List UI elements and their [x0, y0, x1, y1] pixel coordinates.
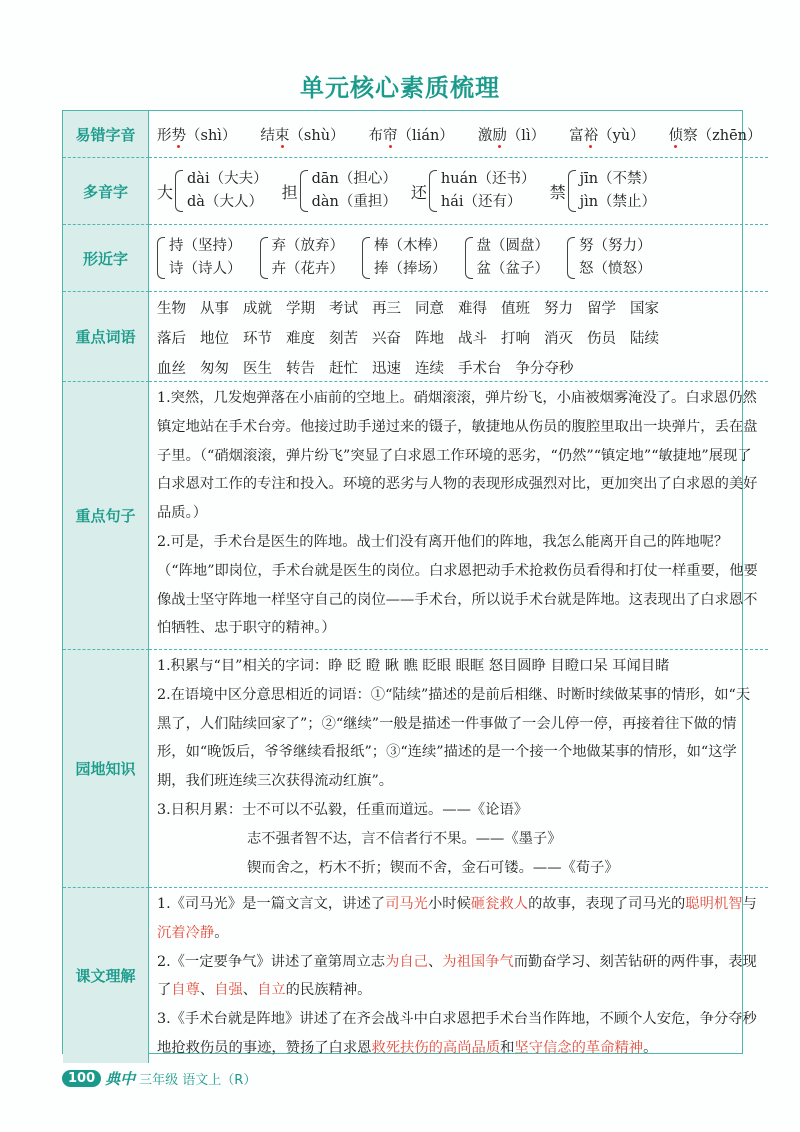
word-line: 生物 从事 成就 学期 考试 再三 同意 难得 值班 努力 留学 国家	[157, 301, 659, 317]
key-sentence-1: 1.突然，几发炮弹落在小庙前的空地上。硝烟滚滚，弹片纷飞，小庙被烟雾淹没了。白求恩仍然镇定地站在手术台旁。他接过助手递过来的镊子，敏捷地从伤员的腹腔里取出一块弹片，丢在盘子里。（“硝烟滚滚，弹片纷飞”突显了白求恩工作环境的恶劣，“仍然”“镇定地”“敏捷地”展现了白求恩对工作的专注和投入。环境的恶劣与人物的表现形成强烈对比，更加突出了白求恩的美好品质。）	[157, 390, 758, 522]
yicuo-item: 结束（shù）	[260, 127, 345, 144]
brace-icon	[362, 237, 370, 279]
brand-logo: 典中	[105, 1070, 136, 1088]
duoyin-group: 担 dān（担心） dàn（重担）	[281, 170, 397, 210]
brace-icon	[300, 170, 308, 212]
brace-icon	[429, 170, 437, 212]
duoyin-cell	[149, 158, 768, 225]
juzi-cell	[149, 382, 768, 650]
xingjin-group: 棒（木棒） 捧（捧场）	[362, 237, 447, 279]
key-sentence-2: 2.可是，手术台是医生的阵地。战士们没有离开他们的阵地，我怎么能离开自己的阵地呢？（“阵地”即岗位，手术台就是医生的岗位。白求恩把动手术抢救伤员看得和打仗一样重要，他要像战士坚守阵地一样坚守自己的岗位——手术台，所以说手术台就是阵地。这表现出了白求恩不怕牺牲、忠于职守的精神。）	[157, 533, 758, 637]
yuandi-item-1: 1.积累与“目”相关的字词：睁 眨 瞪 瞅 瞧 眨眼 眼眶 怒目圆睁 目瞪口呆 耳闻目睹	[157, 658, 670, 674]
yicuo-item: 形势（shì）	[157, 127, 237, 144]
brace-icon	[175, 170, 183, 212]
duoyin-group: 禁 jīn（不禁） jìn（禁止）	[549, 170, 657, 210]
page-title: 单元核心素质梳理	[300, 74, 500, 102]
label-juzi: 重点句子	[63, 382, 149, 650]
yicuo-cell	[149, 111, 768, 158]
kewen-item-2: 2.《一定要争气》讲述了童第周立志为自己、为祖国争气而勤奋学习、刻苦钻研的两件事，表现了自尊、自强、自立的民族精神。	[157, 953, 757, 999]
page-number: 100	[62, 1070, 101, 1087]
cihui-cell	[149, 292, 768, 382]
label-duoyin: 多音字	[63, 158, 149, 225]
label-cihui: 重点词语	[63, 292, 149, 382]
page-footer	[62, 1068, 256, 1089]
yuandi-quote-3: 锲而舍之，朽木不折；锲而不舍，金石可镂。——《荀子》	[247, 859, 619, 876]
yuandi-cell	[149, 650, 768, 888]
brace-icon	[567, 237, 575, 279]
kewen-cell	[149, 888, 768, 1063]
summary-table	[62, 110, 762, 1056]
brace-icon	[465, 237, 473, 279]
xingjin-group: 努（努力） 怒（愤怒）	[567, 237, 652, 279]
label-xingjin: 形近字	[63, 225, 149, 292]
yicuo-item: 富裕（yù）	[569, 127, 645, 144]
brace-icon	[157, 237, 165, 279]
brace-icon	[260, 237, 268, 279]
brace-icon	[568, 170, 576, 212]
label-yicuo: 易错字音	[63, 111, 149, 158]
yuandi-item-3: 3.日积月累：士不可以不弘毅，任重而道远。——《论语》	[157, 801, 529, 818]
word-line: 落后 地位 环节 难度 刻苦 兴奋 阵地 战斗 打响 消灭 伤员 陆续	[157, 331, 659, 347]
word-line: 血丝 匆匆 医生 转告 赶忙 迅速 连续 手术台 争分夺秒	[157, 361, 574, 377]
label-kewen: 课文理解	[63, 888, 149, 1063]
yicuo-item: 侦察（zhēn）	[668, 127, 762, 144]
kewen-item-1: 1.《司马光》是一篇文言文，讲述了司马光小时候砸瓮救人的故事，表现了司马光的聪明机智与沉着冷静。	[157, 896, 757, 941]
yicuo-item: 布帘（lián）	[368, 127, 454, 144]
book-info: 三年级 语文上（R）	[139, 1073, 257, 1088]
xingjin-group: 弃（放弃） 卉（花卉）	[260, 237, 345, 279]
yuandi-quote-2: 志不强者智不达，言不信者行不果。——《墨子》	[247, 830, 562, 847]
yuandi-item-2: 2.在语境中区分意思相近的词语：①“陆续”描述的是前后相继、时断时续做某事的情形，如“天黑了，人们陆续回家了”；②“继续”一般是描述一件事做了一会儿停一停，再接着往下做的情形，如“晚饭后，爷爷继续看报纸”；③“连续”描述的是一个接一个地做某事的情形，如“这学期，我们班连续三次获得流动红旗”。	[157, 686, 751, 790]
duoyin-group: 大 dài（大夫） dà（大人）	[157, 170, 268, 210]
xingjin-group: 持（坚持） 诗（诗人）	[157, 237, 242, 279]
label-yuandi: 园地知识	[63, 650, 149, 888]
yicuo-item: 激励（lì）	[477, 127, 546, 144]
duoyin-group: 还 huán（还书） hái（还有）	[410, 170, 536, 210]
kewen-item-3: 3.《手术台就是阵地》讲述了在齐会战斗中白求恩把手术台当作阵地，不顾个人安危，争分夺秒地抢救伤员的事迹，赞扬了白求恩救死扶伤的高尚品质和坚守信念的革命精神。	[157, 1011, 757, 1056]
xingjin-cell	[149, 225, 768, 292]
xingjin-group: 盘（圆盘） 盆（盆子）	[465, 237, 550, 279]
